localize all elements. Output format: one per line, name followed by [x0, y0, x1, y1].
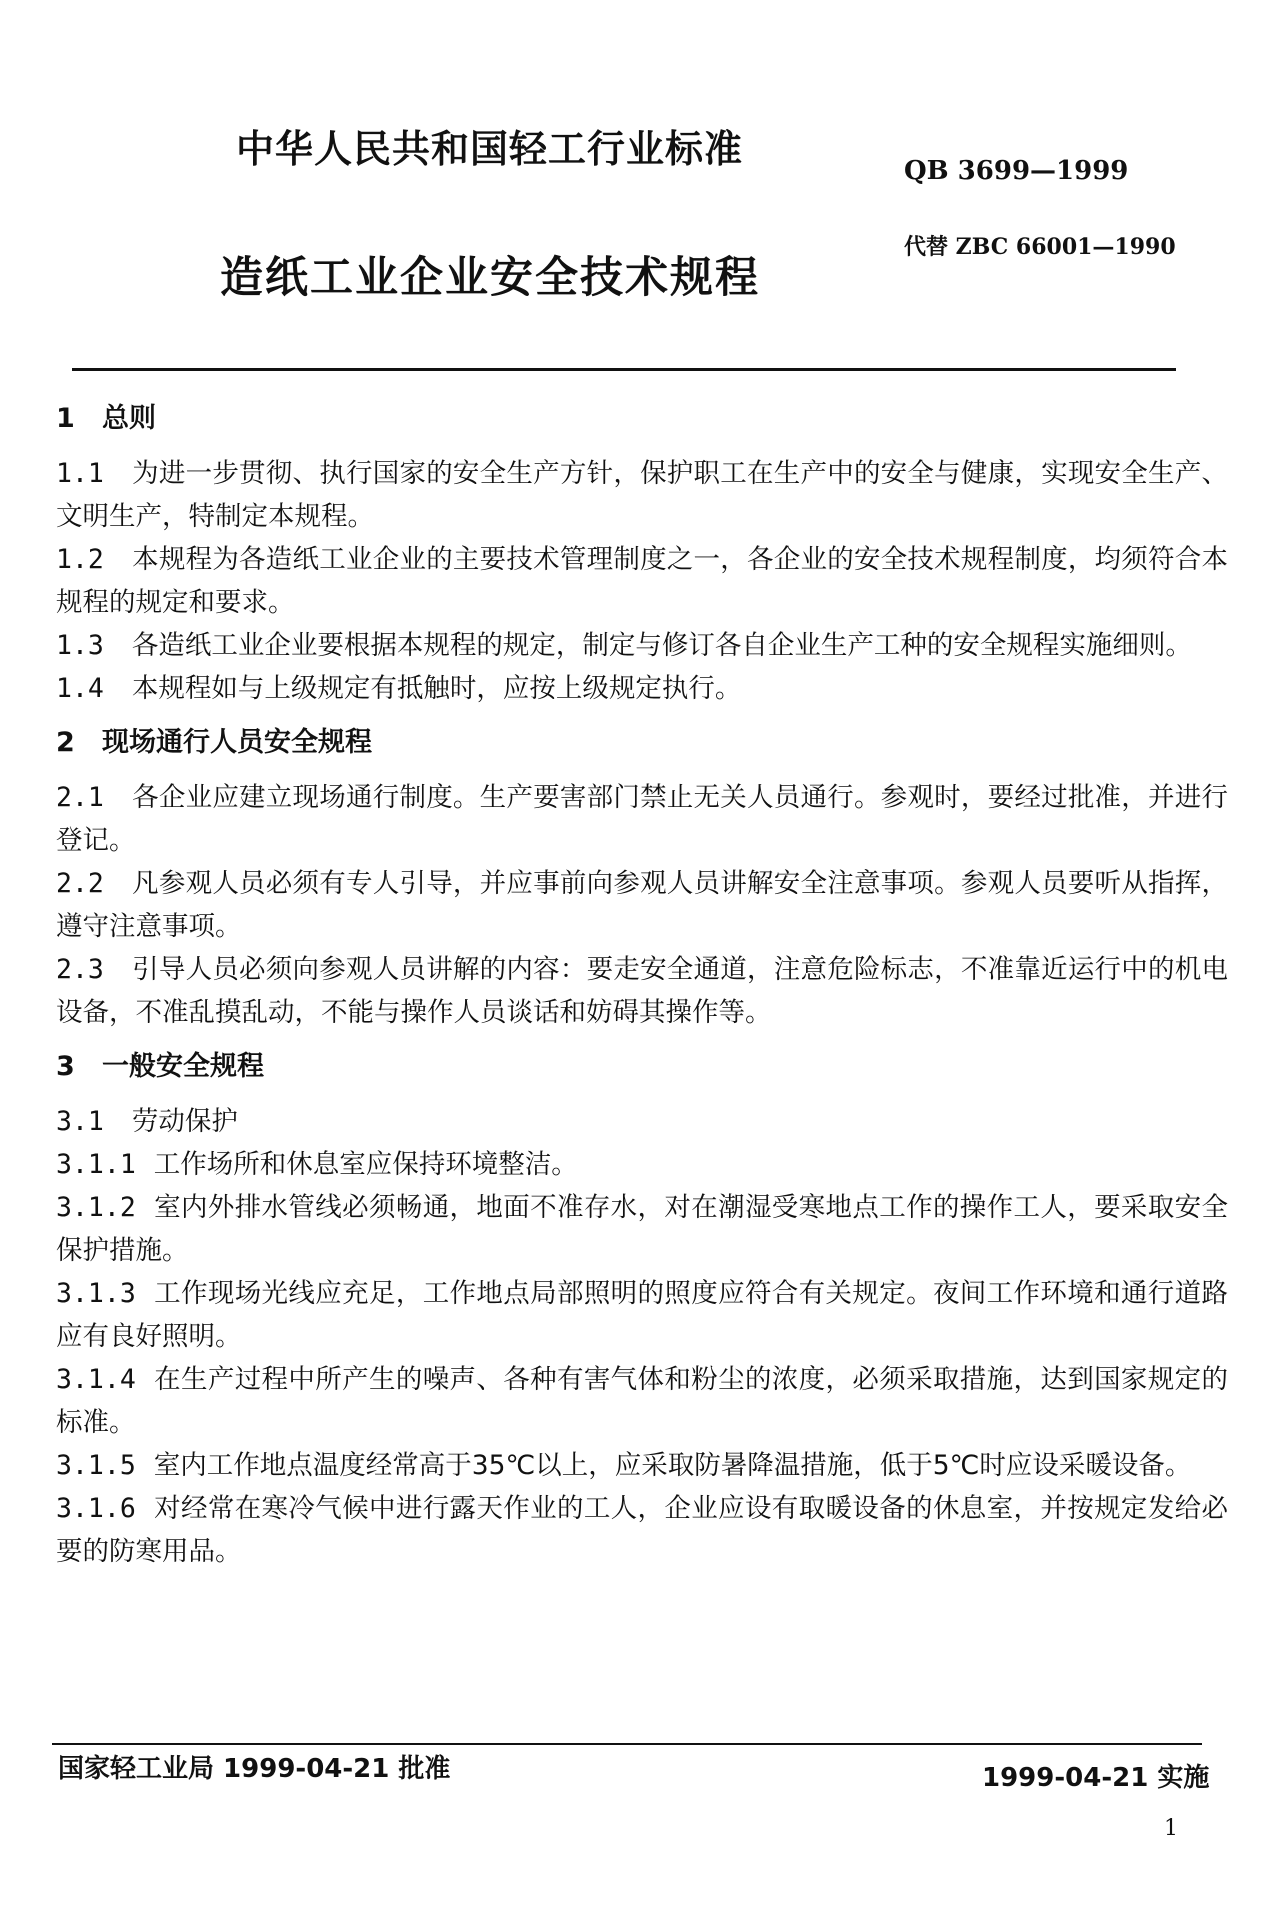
clause-text: 工作场所和休息室应保持环境整洁。	[153, 1149, 578, 1180]
clause	[56, 538, 1228, 624]
clause-text: 对经常在寒冷气候中进行露天作业的工人，企业应设有取暖设备的休息室，并按规定发给必要的防寒用品。	[56, 1493, 1228, 1567]
clause	[56, 1143, 1228, 1186]
document-title: 造纸工业企业安全技术规程	[220, 253, 760, 303]
clause-number: 3.1.6	[56, 1493, 136, 1524]
clause	[56, 776, 1228, 862]
approval-note: 国家轻工业局 1999-04-21 批准	[58, 1754, 451, 1784]
clause-number: 1.1	[56, 458, 104, 489]
section-heading	[56, 724, 1228, 762]
clause-text: 工作现场光线应充足，工作地点局部照明的照度应符合有关规定。夜间工作环境和通行道路应有良好照明。	[56, 1278, 1228, 1352]
clause-number: 2.3	[56, 954, 104, 985]
standard-organization: 中华人民共和国轻工行业标准	[236, 127, 744, 171]
clause-number: 2.2	[56, 868, 104, 899]
header-divider	[72, 368, 1176, 371]
clause-text: 室内外排水管线必须畅通，地面不准存水，对在潮湿受寒地点工作的操作工人，要采取安全保护措施。	[56, 1192, 1228, 1266]
clause-number: 3.1.1	[56, 1149, 136, 1180]
clause-number: 3.1	[56, 1106, 104, 1137]
clause	[56, 452, 1228, 538]
clause-number: 3.1.3	[56, 1278, 136, 1309]
clause	[56, 948, 1228, 1034]
document-body	[56, 400, 1228, 1573]
section-heading	[56, 400, 1228, 438]
clause-text: 本规程为各造纸工业企业的主要技术管理制度之一，各企业的安全技术规程制度，均须符合本规程的规定和要求。	[56, 544, 1228, 618]
clause-text: 引导人员必须向参观人员讲解的内容：要走安全通道，注意危险标志，不准靠近运行中的机电设备，不准乱摸乱动，不能与操作人员谈话和妨碍其操作等。	[56, 954, 1228, 1028]
section-title: 一般安全规程	[102, 1051, 264, 1082]
section-title: 总则	[102, 403, 156, 434]
clause-number: 3.1.5	[56, 1450, 136, 1481]
clause-text: 本规程如与上级规定有抵触时，应按上级规定执行。	[131, 673, 742, 704]
clause-number: 1.2	[56, 544, 104, 575]
section-number: 1	[56, 403, 75, 434]
section-number: 3	[56, 1051, 75, 1082]
clause-text: 凡参观人员必须有专人引导，并应事前向参观人员讲解安全注意事项。参观人员要听从指挥，遵守注意事项。	[56, 868, 1228, 942]
clause-number: 1.3	[56, 630, 104, 661]
clause-text: 各企业应建立现场通行制度。生产要害部门禁止无关人员通行。参观时，要经过批准，并进行登记。	[56, 782, 1228, 856]
clause-number: 3.1.4	[56, 1364, 136, 1395]
effective-date: 1999-04-21 实施	[982, 1763, 1210, 1793]
clause-text: 室内工作地点温度经常高于35℃以上，应采取防暑降温措施，低于5℃时应设采暖设备。	[153, 1450, 1192, 1481]
clause-number: 3.1.2	[56, 1192, 136, 1223]
clause	[56, 1487, 1228, 1573]
clause	[56, 862, 1228, 948]
footer-divider	[52, 1743, 1202, 1745]
section-number: 2	[56, 727, 75, 758]
clause-text: 劳动保护	[131, 1106, 238, 1137]
clause	[56, 1272, 1228, 1358]
clause	[56, 1444, 1228, 1487]
clause-text: 各造纸工业企业要根据本规程的规定，制定与修订各自企业生产工种的安全规程实施细则。	[131, 630, 1192, 661]
clause-text: 为进一步贯彻、执行国家的安全生产方针，保护职工在生产中的安全与健康，实现安全生产、文明生产，特制定本规程。	[56, 458, 1228, 532]
clause-text: 在生产过程中所产生的噪声、各种有害气体和粉尘的浓度，必须采取措施，达到国家规定的标准。	[56, 1364, 1228, 1438]
section-title: 现场通行人员安全规程	[102, 727, 372, 758]
clause-number: 2.1	[56, 782, 104, 813]
clause	[56, 1100, 1228, 1143]
page-number: 1	[1164, 1816, 1178, 1841]
clause	[56, 1186, 1228, 1272]
clause	[56, 624, 1228, 667]
standard-number: QB 3699—1999	[904, 156, 1129, 186]
replaces-standard: 代替 ZBC 66001—1990	[904, 234, 1176, 260]
clause-number: 1.4	[56, 673, 104, 704]
clause	[56, 667, 1228, 710]
clause	[56, 1358, 1228, 1444]
section-heading	[56, 1048, 1228, 1086]
